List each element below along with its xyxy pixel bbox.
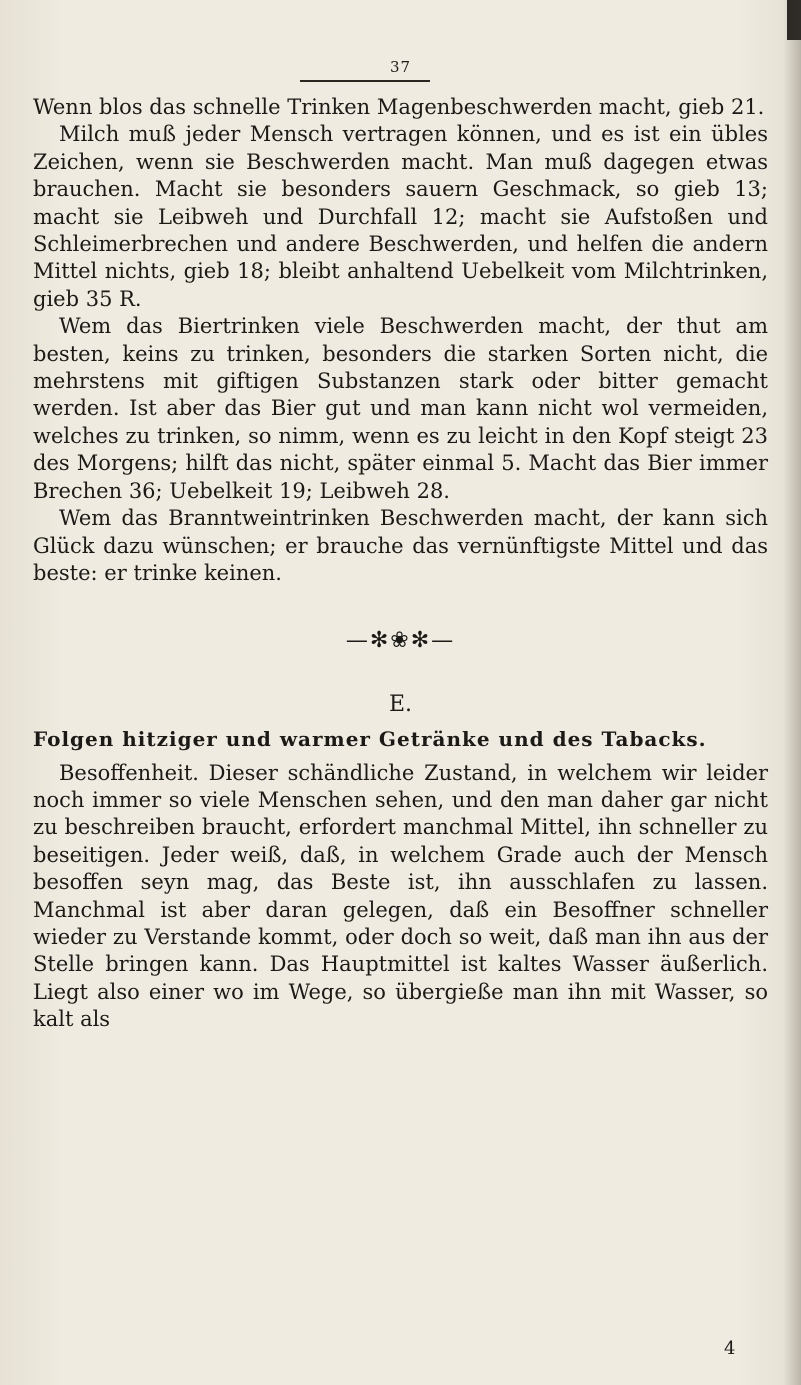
section-heading: Folgen hitziger und warmer Getränke und des Tabacks.	[33, 727, 707, 752]
section-letter: E.	[388, 691, 413, 717]
signature-mark: 4	[724, 1338, 736, 1359]
paragraph-beer: Wem das Biertrinken viele Beschwerden macht, der thut am besten, keins zu trinken, besonders die starken Sorten nicht, die mehrstens mit giftigen Substanzen stark oder bitter gemacht werden. Ist aber das Bier gut und man kann nicht wol vermeiden, welches zu trinken, so nimm, wenn es zu leicht in den Kopf steigt 23 des Morgens; hilft das nicht, später einmal 5. Macht das Bier immer Brechen 36; Uebelkeit 19; Leibweh 28.	[33, 314, 768, 503]
paragraph-milk: Milch muß jeder Mensch vertragen können, und es ist ein übles Zeichen, wenn sie Beschwerden macht. Man muß dagegen etwas brauchen. Macht sie besonders sauern Geschmack, so gieb 13; macht sie Leibweh und Durchfall 12; macht sie Aufstoßen und Schleimerbrechen und andere Beschwerden, und helfen die andern Mittel nichts, gieb 18; bleibt anhaltend Uebelkeit vom Milchtrinken, gieb 35 R.	[33, 122, 768, 311]
main-text	[33, 94, 768, 1034]
header-rule	[300, 80, 430, 82]
paragraph-brandy: Wem das Branntweintrinken Beschwerden macht, der kann sich Glück dazu wünschen; er brauche das vernünftigste Mittel und das beste: er trinke keinen.	[33, 506, 768, 585]
paragraph-drunkenness: Besoffenheit. Dieser schändliche Zustand, in welchem wir leider noch immer so viele Menschen sehen, und den man daher gar nicht zu beschreiben braucht, erfordert manchmal Mittel, ihn schneller zu beseitigen. Jeder weiß, daß, in welchem Grade auch der Mensch besoffen seyn mag, das Beste ist, ihn ausschlafen zu lassen. Manchmal ist aber daran gelegen, daß ein Besoffner schneller wieder zu Verstande kommt, oder doch so weit, daß man ihn aus der Stelle bringen kann. Das Hauptmittel ist kaltes Wasser äußerlich. Liegt also einer wo im Wege, so übergieße man ihn mit Wasser, so kalt als	[33, 760, 768, 1032]
ornament-divider: —✻❀✻—	[345, 628, 456, 654]
page-spine-shadow	[783, 0, 801, 1385]
paragraph-stomach: Wenn blos das schnelle Trinken Magenbeschwerden macht, gieb 21.	[33, 95, 765, 119]
page-number: 37	[389, 58, 412, 76]
